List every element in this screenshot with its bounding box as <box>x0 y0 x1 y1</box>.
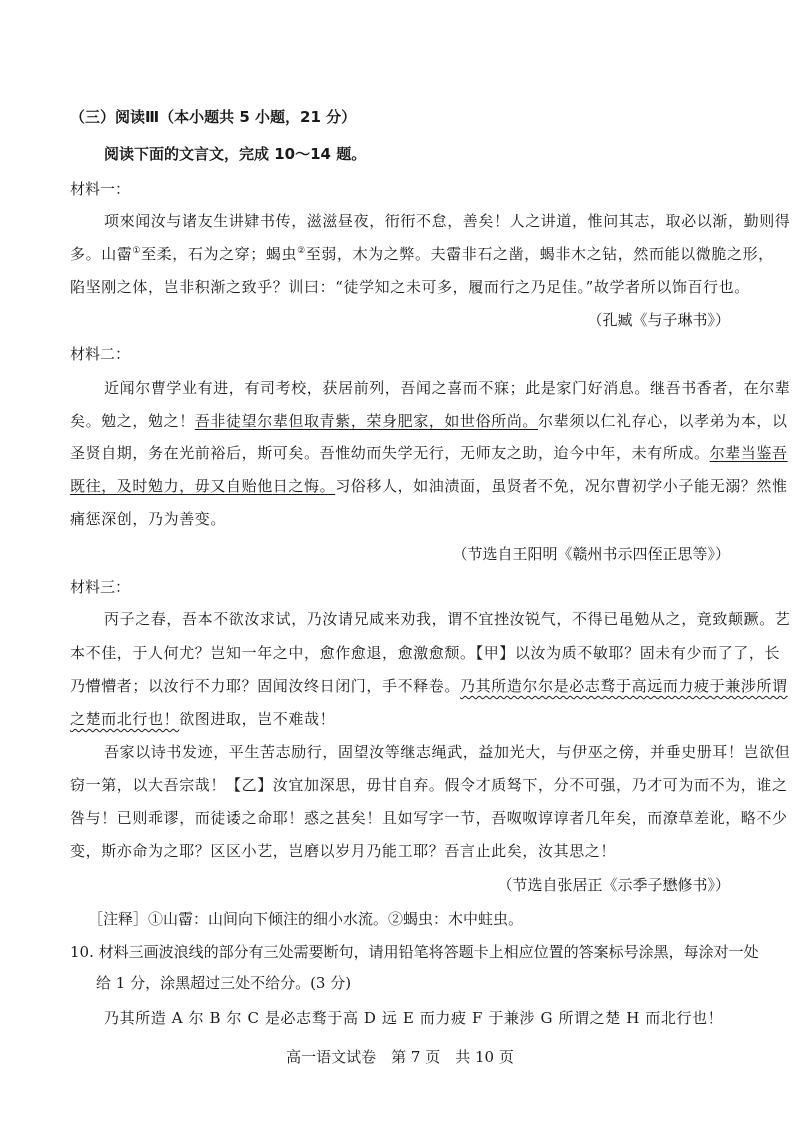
underlined-sentence-1: 吾非徒望尔辈但取青紫，荣身肥家，如世俗所尚。 <box>194 412 539 430</box>
material-1-text: 至柔，石为之穿；蝎虫 <box>141 245 298 263</box>
material-3-text: 欲图进取，岂不难哉！ <box>179 710 336 728</box>
material-3-line-5: 吾家以诗书发迹，平生苦志励行，固望汝等继志绳武，益加光大，与伊巫之傍，并垂史册耳！岂欲但 <box>104 743 791 761</box>
material-3-line-7: 咎与！已则乖谬，而徒诿之命耶！惑之甚矣！且如写字一节，吾呶呶谆谆者几年矣，而潦草差讹，略不少 <box>70 809 788 827</box>
material-1-text: 至弱，木为之弊。夫霤非石之凿，蝎非木之钻，然而能以微脆之形， <box>305 245 774 263</box>
section-title: （三）阅读Ⅲ（本小题共 5 小题，21 分） <box>70 108 357 126</box>
underlined-sentence-2b: 既往，及时勉力，毋又自贻他日之悔。 <box>70 477 336 495</box>
material-3-text: 乃懵懵者；以汝行不力耶？固闻汝终日闭门，手不释卷。 <box>70 677 461 695</box>
material-1-line-3: 陷坚刚之体，岂非积渐之致乎？训曰：“徒学知之未可多，履而行之乃足佳。”故学者所以饰百行也。 <box>70 278 750 296</box>
question-10-line-2: 给 1 分，涂黑超过三处不给分。(3 分) <box>96 974 352 992</box>
material-3-line-2: 本不佳，于人何尤？岂知一年之中，愈作愈退，愈激愈颓。【甲】以汝为质不敏耶？固未有少而了了，长 <box>70 644 781 662</box>
question-10-line-1: 10. 材料三画波浪线的部分有三处需要断句，请用铅笔将答题卡上相应位置的答案标号涂黑，每涂对一处 <box>70 943 759 961</box>
material-2-text: 矣。勉之，勉之！ <box>70 412 195 430</box>
material-3-line-3 <box>70 675 788 696</box>
material-2-source: （节选自王阳明《赣州书示四侄正思等》） <box>452 545 730 563</box>
material-3-line-6: 窃一第，以大吾宗哉！【乙】汝宜加深思，毋甘自弃。假令才质驽下，分不可强，乃才可为而不为，谁之 <box>70 776 788 794</box>
page-footer: 高一语文试卷 第 7 页 共 10 页 <box>286 1048 514 1066</box>
material-2-text: 圣贤自期，务在光前裕后，斯可矣。吾惟幼而失学无行，无师友之助，迨今中年，未有所成。 <box>70 444 710 462</box>
reading-instruction: 阅读下面的文言文，完成 10～14 题。 <box>104 145 367 163</box>
material-3-source: （节选自张居正《示季子懋修书》） <box>497 876 730 894</box>
material-1-source: （孔臧《与子琳书》） <box>587 311 730 329</box>
material-1-text: 多。山霤 <box>70 245 133 263</box>
underlined-sentence-2a: 尔辈当鉴吾 <box>709 444 788 462</box>
material-1-line-2 <box>70 243 774 264</box>
question-10-options: 乃其所造 A 尔 B 尔 C 是必志骛于高 D 远 E 而力疲 F 于兼涉 G 所谓之楚 H 而北行也！ <box>104 1009 724 1027</box>
material-2-text: 尔辈须以仁礼存心，以孝弟为本，以 <box>538 412 788 430</box>
material-2-line-3 <box>70 442 788 463</box>
material-2-text: 习俗移人，如油渍面，虽贤者不免，况尔曹初学小子能无溺？然惟 <box>335 477 788 495</box>
material-3-line-1: 丙子之春，吾本不欲汝求试，乃汝请兄咸来劝我，谓不宜挫汝锐气，不得已黾勉从之，竟致颠蹶。艺 <box>104 610 791 628</box>
note-mark-2: ② <box>297 246 306 256</box>
material-3-label: 材料三： <box>70 578 131 596</box>
material-2-line-5: 痛惩深创，乃为善变。 <box>70 510 227 528</box>
material-2-label: 材料二： <box>70 345 131 363</box>
wavy-underlined-passage-b: 之楚而北行也！ <box>70 710 180 728</box>
material-2-line-4 <box>70 475 788 496</box>
annotation-note: ［注释］①山霤：山间向下倾注的细小水流。②蝎虫：木中蛀虫。 <box>88 910 524 928</box>
wavy-underlined-passage-a: 乃其所造尔尔是必志骛于高远而力疲于兼涉所谓 <box>460 677 788 695</box>
material-2-line-1: 近闻尔曹学业有进，有司考校，获居前列，吾闻之喜而不寐；此是家门好消息。继吾书香者，在尔辈 <box>104 379 791 397</box>
material-3-line-8: 变，斯亦命为之耶？区区小艺，岂磨以岁月乃能工耶？吾言止此矣，汝其思之！ <box>70 842 617 860</box>
material-1-label: 材料一： <box>70 180 131 198</box>
material-3-line-4 <box>70 708 335 729</box>
material-2-line-2 <box>70 410 788 431</box>
material-1-line-1: 项來闻汝与诸友生讲肄书传，滋滋昼夜，衎衎不怠，善矣！人之讲道，惟问其志，取必以渐，勤则得 <box>104 212 791 230</box>
note-mark-1: ① <box>132 246 142 256</box>
